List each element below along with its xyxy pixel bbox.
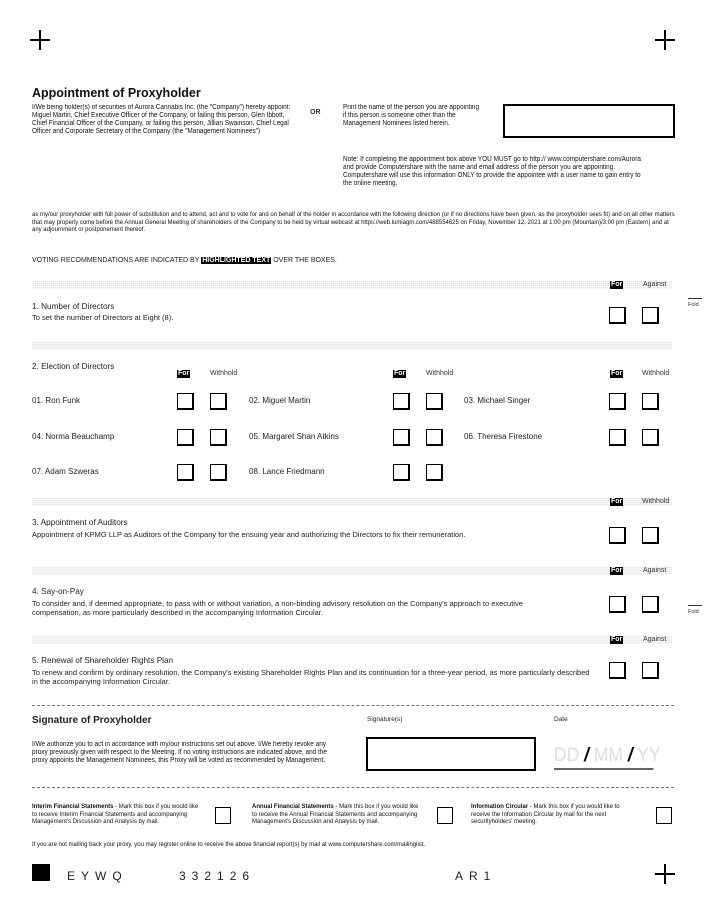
interim-statements-desc: - Mark this box if you would like to receive Interim Financial Statements and accompanying Management's Discussion and Analysis by mail. xyxy=(32,803,199,825)
date-yy-placeholder: YY xyxy=(637,745,661,766)
nominee-07-withhold-checkbox[interactable] xyxy=(210,464,227,481)
interim-statements-title: Interim Financial Statements xyxy=(32,803,114,810)
res2-col1-withhold-label: Withhold xyxy=(210,370,238,377)
signature-input[interactable] xyxy=(366,737,536,771)
nominee-03-withhold-checkbox[interactable] xyxy=(642,393,659,410)
res2-title: 2. Election of Directors xyxy=(32,362,115,371)
information-circular-title: Information Circular xyxy=(471,803,529,810)
crop-mark-top-left xyxy=(30,30,50,50)
res2-col3-for-label: For xyxy=(611,370,623,377)
information-circular-checkbox[interactable] xyxy=(656,807,672,824)
date-input[interactable] xyxy=(554,744,661,770)
nominee-07-for-checkbox[interactable] xyxy=(177,464,194,481)
res3-for-label: For xyxy=(611,498,623,505)
footer-code-number: 332126 xyxy=(179,869,256,883)
voting-recommendation-note xyxy=(32,257,337,264)
res1-against-checkbox[interactable] xyxy=(642,307,659,324)
fold-mark: Fold xyxy=(688,298,702,308)
date-dd-placeholder: DD xyxy=(554,745,580,766)
section-divider xyxy=(32,498,672,506)
annual-statements-desc: - Mark this box if you would like to receive the Annual Financial Statements and accompanying Management's Discussion and Analysis by mail. xyxy=(252,803,419,825)
print-name-text: Print the name of the person you are appointing if this person is someone other than the Management Nominees listed herein. xyxy=(343,104,480,127)
nominee-michael-singer: 03. Michael Singer xyxy=(464,396,531,405)
registration-block xyxy=(32,864,50,881)
nominee-08-for-checkbox[interactable] xyxy=(393,464,410,481)
res4-text: To consider and, if deemed appropriate, to pass with or without variation, a non-binding advisory resolution on the Company's approach to executive compensation, as more particularly described in the accompanying Information Circular. xyxy=(32,599,523,618)
res2-col3-withhold-label: Withhold xyxy=(642,370,670,377)
nominee-norma-beauchamp: 04. Norma Beauchamp xyxy=(32,432,115,441)
nominee-04-withhold-checkbox[interactable] xyxy=(210,429,227,446)
res4-for-label: For xyxy=(611,567,623,574)
crop-mark-bottom-right xyxy=(655,864,675,884)
res3-text: Appointment of KPMG LLP as Auditors of the Company for the ensuing year and authorizing the Directors to fix their remuneration. xyxy=(32,530,466,539)
appointee-name-input[interactable] xyxy=(503,104,675,138)
nominee-03-for-checkbox[interactable] xyxy=(609,393,626,410)
res4-title: 4. Say-on-Pay xyxy=(32,587,84,596)
appointment-note: Note: If completing the appointment box above YOU MUST go to http:// www.computershare.com/Aurora and provide Computershare with the name and email address of the person you are appointing. Computershare will use this information ONLY to provide the appointee with a user name to gain entry to the online meeting. xyxy=(343,156,641,187)
nominee-lance-friedmann: 08. Lance Friedmann xyxy=(249,467,325,476)
section-divider xyxy=(32,636,672,644)
res1-against-label: Against xyxy=(643,281,667,288)
res5-against-checkbox[interactable] xyxy=(642,662,659,679)
interim-statements-checkbox[interactable] xyxy=(215,807,231,824)
res1-title: 1. Number of Directors xyxy=(32,302,115,311)
proxy-text: as my/our proxyholder with full power of substitution and to attend, act and to vote for and on behalf of the holder in accordance with the following direction (or if no directions have been given, as the proxyholder sees fit) and on all other matters that may properly come before the Annual General Meeting of shareholders of the Company to be held by virtual webcast at https://web.lumiagm.com/488554625 on Friday, November 12, 2021 at 1:00 pm (Mountain)/3:00 pm (Eastern) and at any adjournment or postponement thereof. xyxy=(32,211,675,233)
signature-label: Signature(s) xyxy=(367,716,403,723)
page-title: Appointment of Proxyholder xyxy=(32,86,201,100)
res5-text: To renew and confirm by ordinary resolution, the Company's existing Shareholder Rights Plan and its continuation for a three-year period, as more particularly described in the accompanying Information Circular. xyxy=(32,668,590,687)
nominee-02-withhold-checkbox[interactable] xyxy=(426,393,443,410)
res4-for-checkbox[interactable] xyxy=(609,596,626,613)
voting-note-after: OVER THE BOXES. xyxy=(273,257,337,264)
date-separator: / xyxy=(584,745,589,766)
res3-title: 3. Appointment of Auditors xyxy=(32,518,128,527)
footer-code-eywq: EYWQ xyxy=(67,869,128,883)
annual-statements-title: Annual Financial Statements xyxy=(252,803,334,810)
nominee-01-for-checkbox[interactable] xyxy=(177,393,194,410)
res3-withhold-checkbox[interactable] xyxy=(642,527,659,544)
interim-statements-text xyxy=(32,803,202,826)
res3-for-checkbox[interactable] xyxy=(609,527,626,544)
res5-title: 5. Renewal of Shareholder Rights Plan xyxy=(32,656,174,665)
fold-mark: Fold xyxy=(688,605,702,615)
res2-col2-for-label: For xyxy=(394,370,406,377)
nominee-01-withhold-checkbox[interactable] xyxy=(210,393,227,410)
res5-for-label: For xyxy=(611,636,623,643)
res2-col2-withhold-label: Withhold xyxy=(426,370,454,377)
nominee-05-withhold-checkbox[interactable] xyxy=(426,429,443,446)
information-circular-text xyxy=(471,803,637,826)
nominee-05-for-checkbox[interactable] xyxy=(393,429,410,446)
annual-statements-checkbox[interactable] xyxy=(437,807,453,824)
signature-section-title: Signature of Proxyholder xyxy=(32,715,152,726)
nominee-04-for-checkbox[interactable] xyxy=(177,429,194,446)
crop-mark-top-right xyxy=(655,30,675,50)
res1-for-checkbox[interactable] xyxy=(609,307,626,324)
res4-against-checkbox[interactable] xyxy=(642,596,659,613)
nominee-06-withhold-checkbox[interactable] xyxy=(642,429,659,446)
nominee-margaret-shan-atkins: 05. Margaret Shan Atkins xyxy=(249,432,339,441)
nominee-adam-szweras: 07. Adam Szweras xyxy=(32,467,99,476)
date-separator: / xyxy=(627,745,633,766)
res4-against-label: Against xyxy=(643,567,667,574)
information-circular-desc: - Mark this box if you would like to receive the Information Circular by mail for the next securityholders' meeting. xyxy=(471,803,620,825)
footer-code-ar1: AR1 xyxy=(455,869,497,883)
res1-text: To set the number of Directors at Eight (8). xyxy=(32,313,174,322)
nominee-08-withhold-checkbox[interactable] xyxy=(426,464,443,481)
divider-line xyxy=(32,787,674,788)
res2-col1-for-label: For xyxy=(178,370,190,377)
date-mm-placeholder: MM xyxy=(593,745,623,766)
nominee-theresa-firestone: 06. Theresa Firestone xyxy=(464,432,543,441)
divider-line xyxy=(32,705,674,706)
annual-statements-text xyxy=(252,803,422,826)
res3-withhold-label: Withhold xyxy=(642,498,670,505)
mailing-register-note: If you are not mailing back your proxy, you may register online to receive the above financial report(s) by mail at www.computershare.com/mailinglist. xyxy=(32,841,426,848)
voting-note-highlight: HIGHLIGHTED TEXT xyxy=(202,257,271,264)
res1-for-label: For xyxy=(611,281,623,288)
appoint-text: I/We being holder(s) of securities of Aurora Cannabis Inc. (the "Company") hereby appoint: Miguel Martin, Chief Executive Officer of the Company, or failing this person, Glen Ibbott, Chief Financial Officer of the Company, or failing this person, Jillian Swainson, Chief Legal Officer and Corporate Secretary of the Company (the "Management Nominees") xyxy=(32,104,291,135)
nominee-02-for-checkbox[interactable] xyxy=(393,393,410,410)
section-divider xyxy=(32,342,672,350)
section-divider xyxy=(32,281,672,289)
res5-for-checkbox[interactable] xyxy=(609,662,626,679)
res5-against-label: Against xyxy=(643,636,667,643)
nominee-06-for-checkbox[interactable] xyxy=(609,429,626,446)
voting-note-before: VOTING RECOMMENDATIONS ARE INDICATED BY xyxy=(32,257,200,264)
section-divider xyxy=(32,567,672,575)
signature-authorization-text: I/We authorize you to act in accordance with my/our instructions set out above. I/We hereby revoke any proxy previously given with respect to the Meeting. If no voting instructions are indicated above, and the proxy appoints the Management Nominees, this Proxy will be voted as recommended by Management. xyxy=(32,741,327,764)
nominee-miguel-martin: 02. Miguel Martin xyxy=(249,396,311,405)
or-label: OR xyxy=(310,109,321,116)
date-label: Date xyxy=(554,716,568,723)
nominee-ron-funk: 01. Ron Funk xyxy=(32,396,81,405)
